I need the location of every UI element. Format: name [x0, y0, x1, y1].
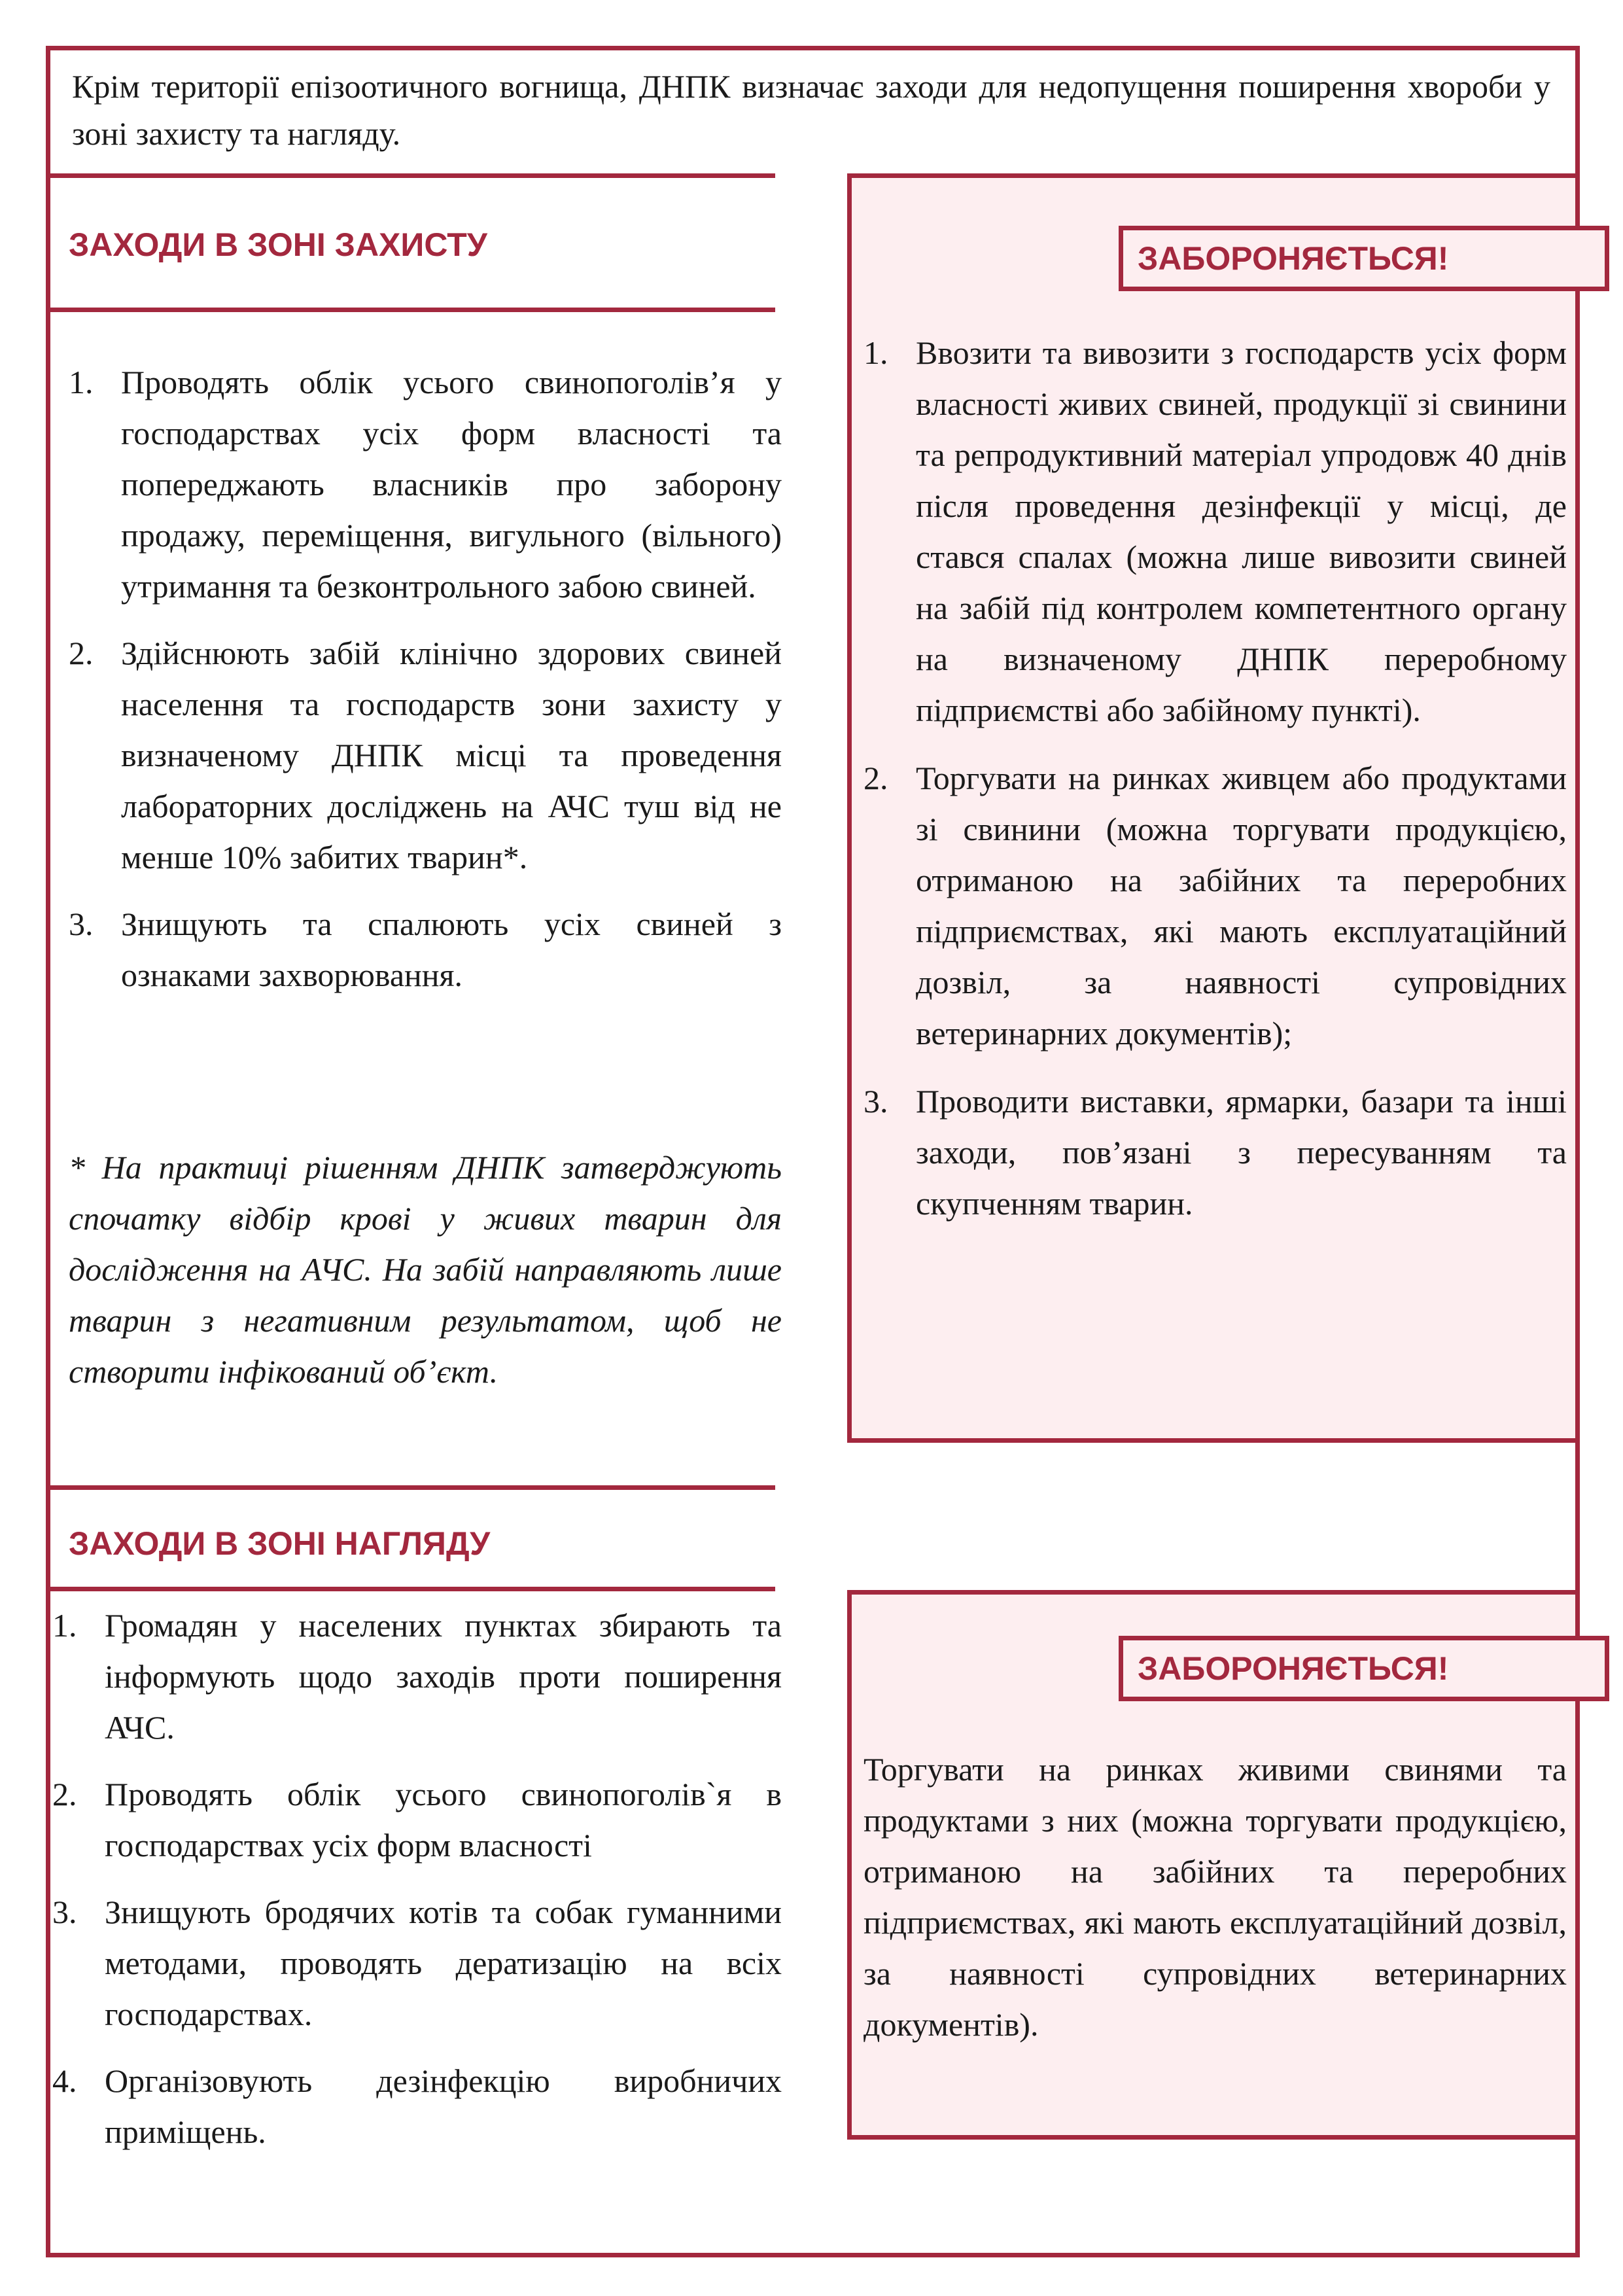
item-number: 3.	[52, 1894, 77, 1930]
divider-surveillance-top	[46, 1485, 775, 1490]
list-item	[52, 1886, 782, 2040]
item-text: Організовують дезінфекцію виробничих приміщень.	[105, 2062, 782, 2150]
item-text: Торгувати на ринках живцем або продуктами зі свинини (можна торгувати продукцією, отриманою на забійних та переробних підприємствах, які мають експлуатаційний дозвіл, за наявності супровідних ветеринарних документів);	[916, 760, 1567, 1051]
list-item	[69, 357, 782, 612]
item-text: Проводити виставки, ярмарки, базари та інші заходи, пов’язані з пересуванням та скупченням тварин.	[916, 1083, 1567, 1222]
item-number: 4.	[52, 2062, 77, 2099]
item-number: 1.	[69, 364, 94, 400]
divider-surveillance-heading	[46, 1587, 775, 1591]
intro-paragraph: Крім території епізоотичного вогнища, ДНПК визначає заходи для недопущення поширення хвороби у зоні захисту та нагляду.	[72, 68, 1550, 152]
protection-zone-heading: ЗАХОДИ В ЗОНІ ЗАХИСТУ	[69, 226, 487, 263]
list-item	[52, 1600, 782, 1753]
surveillance-forbidden-text: Торгувати на ринках живими свинями та продуктами з них (можна торгувати продукцією, отриманою на забійних та переробних підприємствах, які мають експлуатаційний дозвіл, за наявності супровідних ветеринарних документів).	[864, 1751, 1567, 2043]
divider-protection-heading	[46, 308, 775, 312]
item-text: Ввозити та вивозити з господарств усіх форм власності живих свиней, продукції зі свинини та репродуктивний матеріал упродовж 40 днів після проведення дезінфекції у місці, де стався спалах (можна лише вивозити свиней на забій під контролем компетентного органу на визначеному ДНПК переробному підприємстві або забійному пункті).	[916, 334, 1567, 728]
item-text: Знищують бродячих котів та собак гуманними методами, проводять дератизацію на всіх господарствах.	[105, 1894, 782, 2032]
item-text: Знищують та спалюють усіх свиней з ознаками захворювання.	[121, 906, 782, 993]
protection-forbidden-list	[864, 327, 1567, 1229]
list-item	[69, 898, 782, 1000]
item-number: 1.	[52, 1607, 77, 1644]
divider-top-left	[46, 173, 775, 178]
protection-forbidden-badge: ЗАБОРОНЯЄТЬСЯ!	[1119, 226, 1609, 291]
item-text: Здійснюють забій клінічно здорових свиней населення та господарств зони захисту у визначеному ДНПК місці та проведення лабораторних досліджень на АЧС туш від не менше 10% забитих тварин*.	[121, 635, 782, 875]
list-item	[864, 327, 1567, 735]
surveillance-zone-heading: ЗАХОДИ В ЗОНІ НАГЛЯДУ	[69, 1525, 491, 1562]
item-text: Проводять облік усього свинопоголів’я у господарствах усіх форм власності та попереджають власників про заборону продажу, переміщення, вигульного (вільного) утримання та безконтрольного забою свиней.	[121, 364, 782, 605]
list-item	[52, 2055, 782, 2157]
item-number: 1.	[864, 334, 888, 371]
list-item	[52, 1769, 782, 1871]
list-item	[69, 627, 782, 883]
surveillance-forbidden-badge: ЗАБОРОНЯЄТЬСЯ!	[1119, 1636, 1609, 1701]
protection-measures-list	[69, 357, 782, 1000]
surveillance-measures-list	[52, 1600, 782, 2157]
item-text: Проводять облік усього свинопоголів`я в господарствах усіх форм власності	[105, 1776, 782, 1863]
item-number: 3.	[69, 906, 94, 942]
footnote: * На практиці рішенням ДНПК затверджують спочатку відбір крові у живих тварин для дослідження на АЧС. На забій направляють лише тварин з негативним результатом, щоб не створити інфікований об’єкт.	[69, 1149, 782, 1390]
item-number: 2.	[69, 635, 94, 671]
list-item	[864, 1076, 1567, 1229]
item-text: Громадян у населених пунктах збирають та інформують щодо заходів проти поширення АЧС.	[105, 1607, 782, 1746]
item-number: 3.	[864, 1083, 888, 1120]
item-number: 2.	[864, 760, 888, 796]
item-number: 2.	[52, 1776, 77, 1812]
list-item	[864, 752, 1567, 1059]
